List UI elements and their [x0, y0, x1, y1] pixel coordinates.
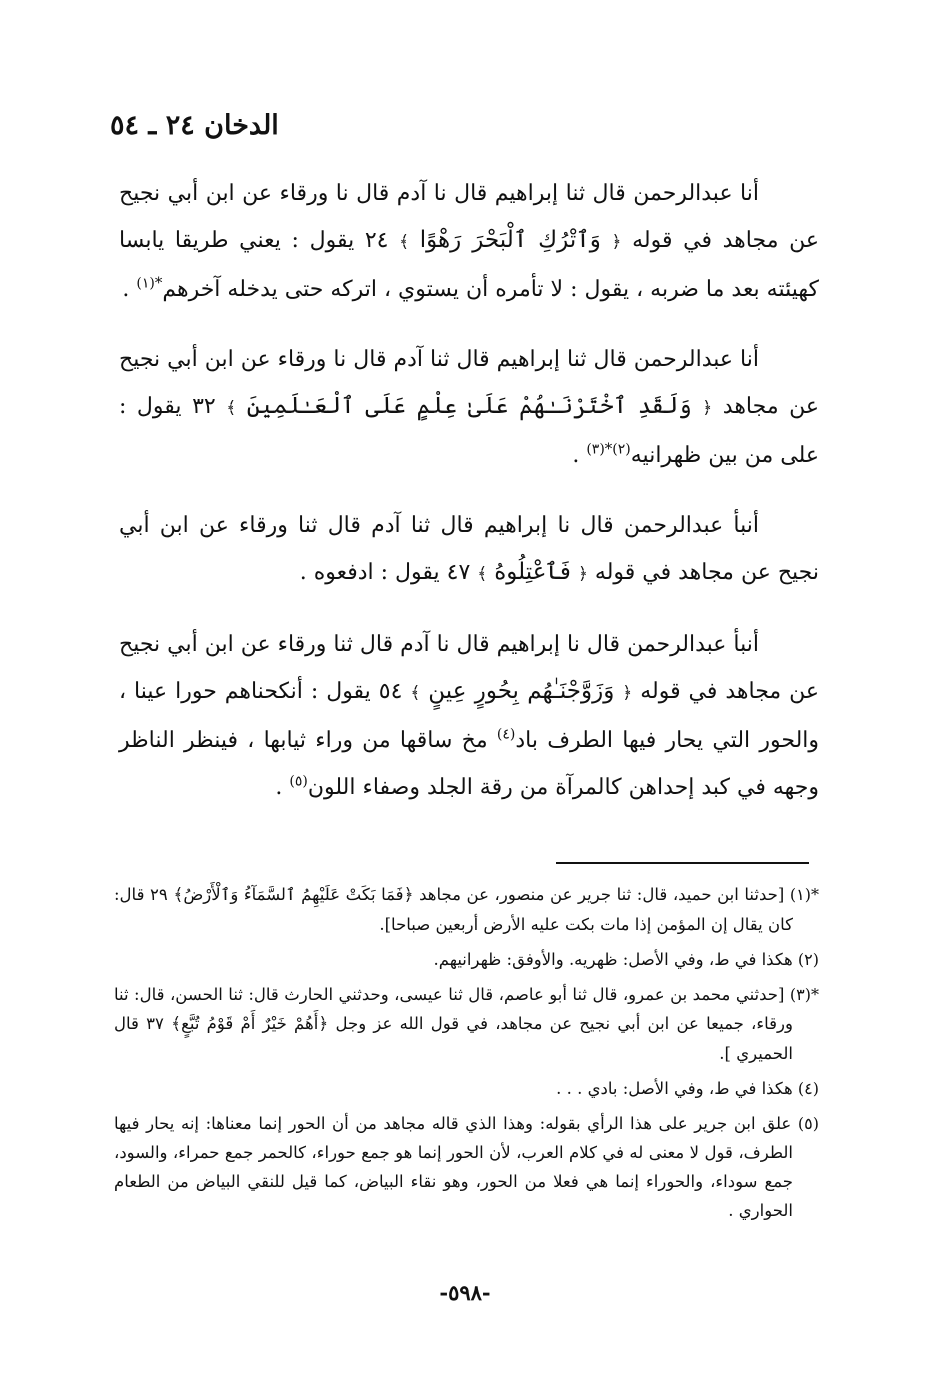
ornate-bracket-open: ﴿	[622, 683, 633, 703]
footnote-number: (٤)	[797, 1079, 819, 1098]
footnote-number: *(٣)	[789, 985, 820, 1004]
paragraph-text: ٢٤ يقول : يعني طريقا يابسا كهيئته بعد ما ضربه ، يقول : لا تأمره أن يستوي ، اتركه حتى يدخله آخرهم	[119, 228, 819, 302]
quran-verse: أَهُمْ خَيْرٌ أَمْ قَوْمُ تُبَّعٍ	[181, 1014, 319, 1033]
footnote-text: [حدثنا ابن حميد، قال: ثنا جرير عن منصور، عن مجاهد	[419, 885, 785, 904]
paragraph-4	[119, 621, 819, 811]
footnote-number: *(١)	[789, 885, 819, 904]
footnote-text: هكذا في ط، وفي الأصل: بادي . . .	[556, 1079, 793, 1098]
paragraph-text: أنا عبدالرحمن قال ثنا إبراهيم قال ثنا آدم قال نا ورقاء عن ابن أبي نجيح عن مجاهد	[119, 347, 820, 419]
page-number: -٥٩٨-	[439, 1280, 491, 1305]
ornate-bracket-open: ﴿	[403, 885, 414, 905]
footnote-number: (٢)	[797, 950, 819, 969]
paragraph-text: ٤٧ يقول : ادفعوه .	[299, 560, 471, 585]
ornate-bracket-open: ﴿	[611, 232, 622, 252]
paragraph-text: ٣٢ يقول : على من بين ظهرانيه	[119, 394, 819, 468]
paragraph-text: مخ ساقها من وراء ثيابها ، فينظر الناظر وجهه في كبد إحداهن كالمرآة من رقة الجلد وصفاء اللون	[119, 728, 819, 800]
ornate-bracket-close: ﴾	[477, 564, 488, 584]
quran-verse: وَٱتْرُكِ ٱلْبَحْرَ رَهْوًا	[419, 227, 601, 253]
footnote-text: علق ابن جرير على هذا الرأي بقوله: وهذا الذي قاله مجاهد من أن الحور إنما معناها: إنه يحار فيها الطرف، قول لا معنى له في كلام العرب، لأن الحور إنما هو جمع حوراء، كالحمر جمع حمراء، والسود، جمع سوداء، والحوراء إنما هي فعلا من الحور، وهو نقاء البياض، كما قيل للنقي البياض من الطعام الحواري .	[114, 1114, 793, 1220]
footnote-text: [حدثني محمد بن عمرو، قال ثنا أبو عاصم، قال ثنا عيسى، وحدثني الحارث قال: ثنا الحسن، قال: ثنا ورقاء، جميعا عن ابن أبي نجيح عن مجاهد، في قول الله عز وجل	[114, 985, 793, 1033]
footnote-separator	[556, 862, 809, 864]
paragraph-text: ٥٤ يقول : أنكحناهم حورا عينا ، والحور التي يحار فيها الطرف باد	[119, 679, 820, 753]
paragraph-text: أنا عبدالرحمن قال ثنا إبراهيم قال نا آدم قال نا ورقاء عن ابن أبي نجيح عن مجاهد في قوله	[119, 181, 819, 253]
ornate-bracket-close: ﴾	[226, 398, 237, 418]
asterisk-marker: *	[604, 439, 613, 458]
footnote-3	[114, 980, 819, 1068]
ornate-bracket-close: ﴾	[173, 885, 184, 905]
main-text	[119, 170, 819, 811]
paragraph-2	[119, 336, 819, 479]
ornate-bracket-close: ﴾	[410, 683, 421, 703]
running-header: الدخان ٢٤ ـ ٥٤	[110, 110, 279, 141]
footnote-ref: (٢)	[612, 441, 631, 458]
paragraph-3	[119, 502, 819, 598]
footnote-2	[114, 945, 819, 974]
paragraph-end: .	[572, 443, 587, 468]
ornate-bracket-open: ﴿	[702, 398, 713, 418]
footnotes	[114, 880, 819, 1231]
footnote-number: (٥)	[797, 1114, 819, 1133]
footnote-text: ٢٩ قال: كان يقال إن المؤمن إذا مات بكت عليه الأرض أربعين صباحا].	[114, 885, 793, 934]
footnote-ref: (٤)	[496, 726, 516, 743]
footnote-4	[114, 1074, 819, 1103]
quran-verse: وَزَوَّجْنَـٰهُم بِحُورٍ عِينٍ	[428, 678, 615, 704]
ornate-bracket-open: ﴿	[577, 564, 588, 584]
quran-verse: وَلَقَدِ ٱخْتَرْنَـٰهُمْ عَلَىٰ عِلْمٍ عَلَى ٱلْعَـٰلَمِينَ	[246, 393, 692, 419]
ornate-bracket-close: ﴾	[171, 1014, 182, 1034]
paragraph-end: .	[122, 277, 137, 302]
quran-verse: فَٱعْتِلُوهُ	[494, 559, 571, 585]
footnote-5	[114, 1109, 819, 1225]
paragraph-text: أنبأ عبدالرحمن قال نا إبراهيم قال نا آدم قال ثنا ورقاء عن ابن أبي نجيح عن مجاهد في قوله	[119, 632, 819, 704]
footnote-text: ٣٧ قال الحميري ].	[114, 1014, 793, 1063]
ornate-bracket-open: ﴿	[318, 1014, 329, 1034]
footnote-ref: (٣)	[586, 441, 605, 458]
footnote-1	[114, 880, 819, 939]
footnote-text: هكذا في ط، وفي الأصل: ظهريه. والأوفق: ظهرانيهم.	[433, 950, 793, 969]
footnote-ref: (١)	[136, 275, 155, 292]
ornate-bracket-close: ﴾	[399, 232, 410, 252]
quran-verse: فَمَا بَكَتْ عَلَيْهِمُ ٱلسَّمَآءُ وَٱلْأَرْضُ	[183, 885, 404, 904]
paragraph-end: .	[275, 775, 290, 800]
paragraph-text: أنبأ عبدالرحمن قال نا إبراهيم قال ثنا آدم قال ثنا ورقاء عن ابن أبي نجيح عن مجاهد في قوله	[119, 513, 819, 585]
footnote-ref: (٥)	[289, 773, 308, 790]
asterisk-marker: *	[154, 273, 163, 292]
paragraph-1	[119, 170, 819, 313]
